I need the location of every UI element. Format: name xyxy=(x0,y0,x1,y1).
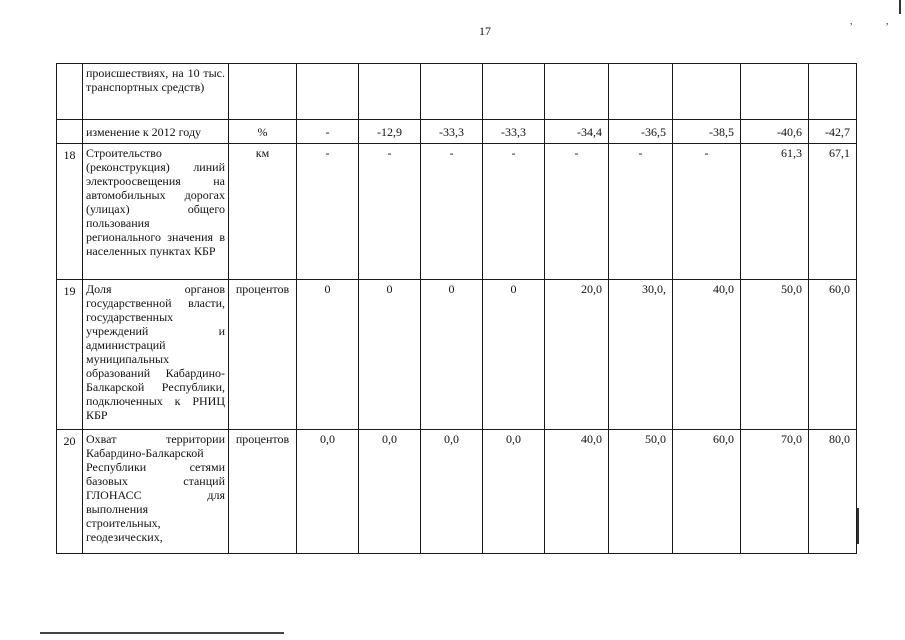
value-cell: -42,7 xyxy=(809,120,857,144)
value-cell xyxy=(741,64,809,120)
value-cell xyxy=(359,64,421,120)
value-cell: 0,0 xyxy=(297,430,359,554)
value-cell: - xyxy=(359,144,421,280)
value-cell: -12,9 xyxy=(359,120,421,144)
value-cell: 70,0 xyxy=(741,430,809,554)
value-cell: 50,0 xyxy=(741,280,809,430)
value-cell: 60,0 xyxy=(809,280,857,430)
table-row xyxy=(57,430,857,554)
table-row xyxy=(57,144,857,280)
value-cell xyxy=(483,64,545,120)
value-cell: 0 xyxy=(483,280,545,430)
value-cell: 20,0 xyxy=(545,280,609,430)
indicator-name: Строительство (реконструкция) линий электроосвещения на автомобильных дорогах (улицах) общего пользования регионального значения в населенных пунктах КБР xyxy=(83,144,229,280)
value-cell: - xyxy=(673,144,741,280)
value-cell: - xyxy=(297,144,359,280)
value-cell xyxy=(545,64,609,120)
page-number: 17 xyxy=(479,24,491,38)
unit-cell: % xyxy=(229,120,297,144)
value-cell: - xyxy=(609,144,673,280)
scan-edge-mark xyxy=(899,0,901,14)
value-cell: 80,0 xyxy=(809,430,857,554)
unit-cell: км xyxy=(229,144,297,280)
value-cell: 40,0 xyxy=(673,280,741,430)
value-cell: -33,3 xyxy=(483,120,545,144)
unit-cell: процентов xyxy=(229,280,297,430)
table-row xyxy=(57,280,857,430)
value-cell: - xyxy=(545,144,609,280)
value-cell: -40,6 xyxy=(741,120,809,144)
value-cell: 40,0 xyxy=(545,430,609,554)
value-cell: -33,3 xyxy=(421,120,483,144)
indicator-name: происшествиях, на 10 тыс. транспортных средств) xyxy=(83,64,229,120)
value-cell xyxy=(809,64,857,120)
row-number: 20 xyxy=(57,430,83,554)
value-cell xyxy=(297,64,359,120)
footer-rule xyxy=(40,632,284,634)
value-cell xyxy=(421,64,483,120)
value-cell: 0,0 xyxy=(359,430,421,554)
value-cell: 50,0 xyxy=(609,430,673,554)
value-cell: - xyxy=(483,144,545,280)
value-cell: 67,1 xyxy=(809,144,857,280)
unit-cell xyxy=(229,64,297,120)
value-cell xyxy=(609,64,673,120)
indicator-name: изменение к 2012 году xyxy=(83,120,229,144)
scan-speck: , xyxy=(850,16,853,27)
value-cell: 60,0 xyxy=(673,430,741,554)
value-cell: 0 xyxy=(359,280,421,430)
indicator-name: Доля органов государственной власти, государственных учреждений и администраций муниципальных образований Кабардино-Балкарской Республики, подключенных к РНИЦ КБР xyxy=(83,280,229,430)
value-cell: 61,3 xyxy=(741,144,809,280)
value-cell: -36,5 xyxy=(609,120,673,144)
indicators-table xyxy=(56,63,857,554)
scan-speck: , xyxy=(886,16,889,27)
row-number: 19 xyxy=(57,280,83,430)
value-cell: 0,0 xyxy=(421,430,483,554)
row-number xyxy=(57,120,83,144)
row-number: 18 xyxy=(57,144,83,280)
value-cell: -34,4 xyxy=(545,120,609,144)
value-cell: 0,0 xyxy=(483,430,545,554)
scan-edge-mark xyxy=(857,508,859,544)
value-cell xyxy=(673,64,741,120)
row-number xyxy=(57,64,83,120)
table-row xyxy=(57,120,857,144)
table-row xyxy=(57,64,857,120)
value-cell: - xyxy=(421,144,483,280)
value-cell: 30,0, xyxy=(609,280,673,430)
value-cell: - xyxy=(297,120,359,144)
value-cell: 0 xyxy=(421,280,483,430)
value-cell: -38,5 xyxy=(673,120,741,144)
unit-cell: процентов xyxy=(229,430,297,554)
indicator-name: Охват территории Кабардино-Балкарской Республики сетями базовых станций ГЛОНАСС для выполнения строительных, геодезических, xyxy=(83,430,229,554)
value-cell: 0 xyxy=(297,280,359,430)
